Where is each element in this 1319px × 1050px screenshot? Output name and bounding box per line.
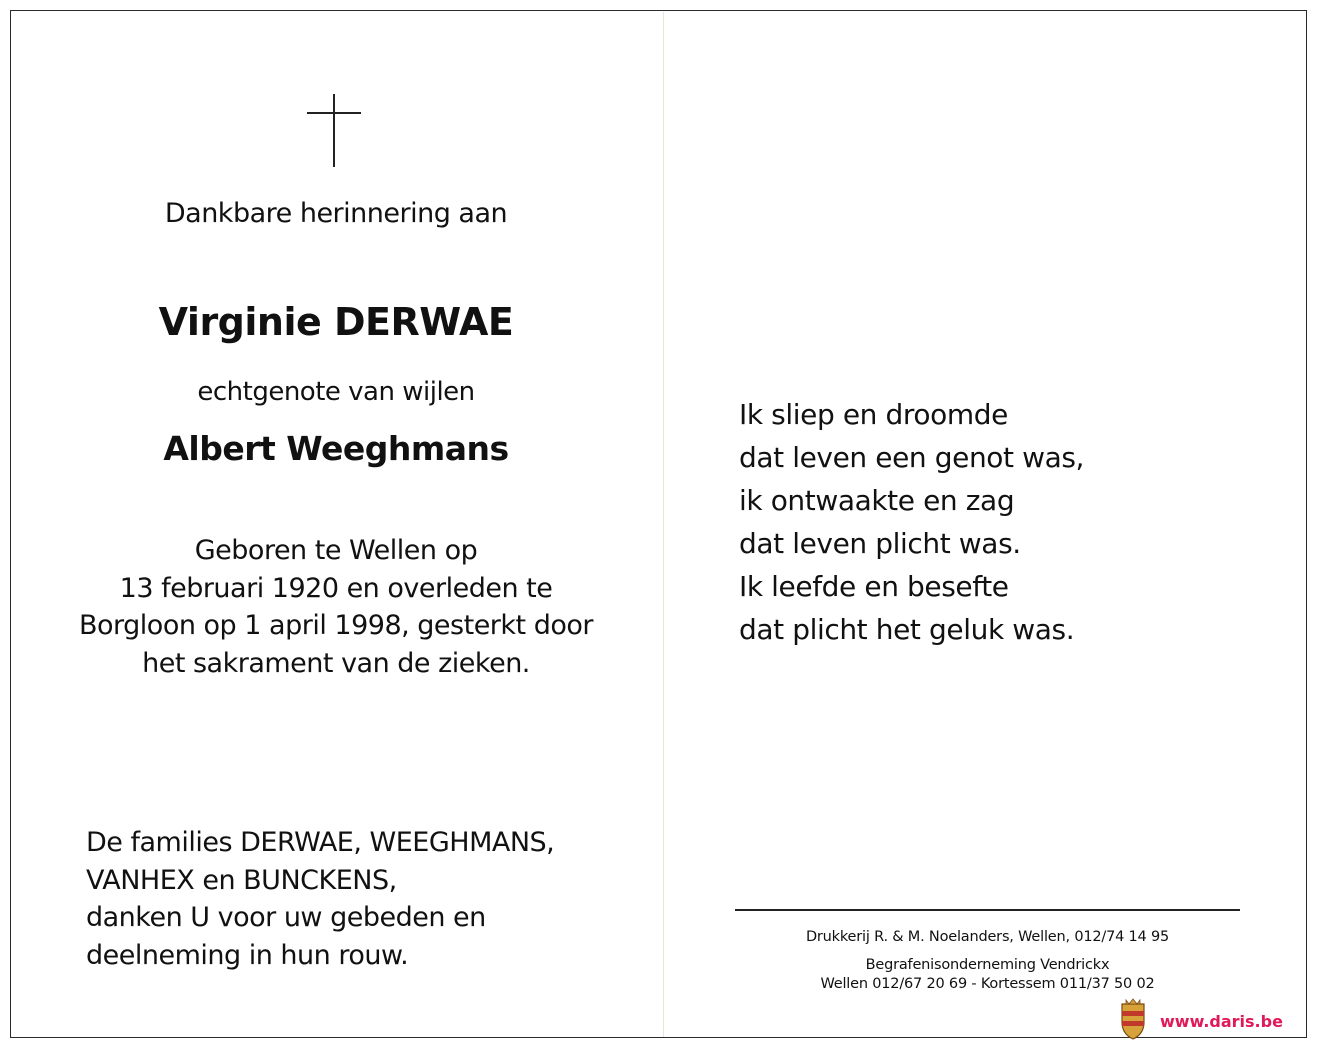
families-line: VANHEX en BUNCKENS, — [86, 864, 397, 896]
poem-line: dat leven plicht was. — [739, 527, 1021, 560]
coat-of-arms-icon — [1118, 998, 1148, 1040]
poem-line: ik ontwaakte en zag — [739, 484, 1015, 517]
deceased-name: Virginie DERWAE — [158, 300, 514, 344]
poem-line: Ik sliep en droomde — [739, 398, 1008, 431]
divider-rule — [735, 909, 1240, 911]
poem-line: dat leven een genot was, — [739, 441, 1085, 474]
watermark-link[interactable]: www.daris.be — [1160, 1012, 1283, 1031]
biography-line: het sakrament van de zieken. — [142, 647, 530, 679]
undertaker-phones: Wellen 012/67 20 69 - Kortessem 011/37 50 02 — [820, 976, 1155, 992]
biography — [20, 532, 652, 682]
biography-line: 13 februari 1920 en overleden te — [119, 572, 553, 604]
undertaker-credit: Begrafenisonderneming Vendrickx — [865, 957, 1110, 973]
intro-text: Dankbare herinnering aan — [164, 198, 508, 229]
biography-line: Borgloon op 1 april 1998, gesterkt door — [79, 610, 593, 641]
families-line: De families DERWAE, WEEGHMANS, — [86, 827, 555, 858]
spouse-label: echtgenote van wijlen — [197, 377, 475, 407]
families-line: deelneming in hun rouw. — [86, 939, 409, 971]
biography-line: Geboren te Wellen op — [194, 535, 478, 566]
printer-credit: Drukkerij R. & M. Noelanders, Wellen, 012/74 14 95 — [805, 929, 1170, 945]
poem-line: Ik leefde en besefte — [739, 570, 1009, 603]
poem — [739, 393, 1084, 651]
card-fold-line — [663, 12, 664, 1037]
poem-line: dat plicht het geluk was. — [739, 613, 1075, 646]
families-line: danken U voor uw gebeden en — [86, 902, 486, 933]
families-thanks — [86, 824, 554, 974]
spouse-name: Albert Weeghmans — [163, 429, 509, 468]
